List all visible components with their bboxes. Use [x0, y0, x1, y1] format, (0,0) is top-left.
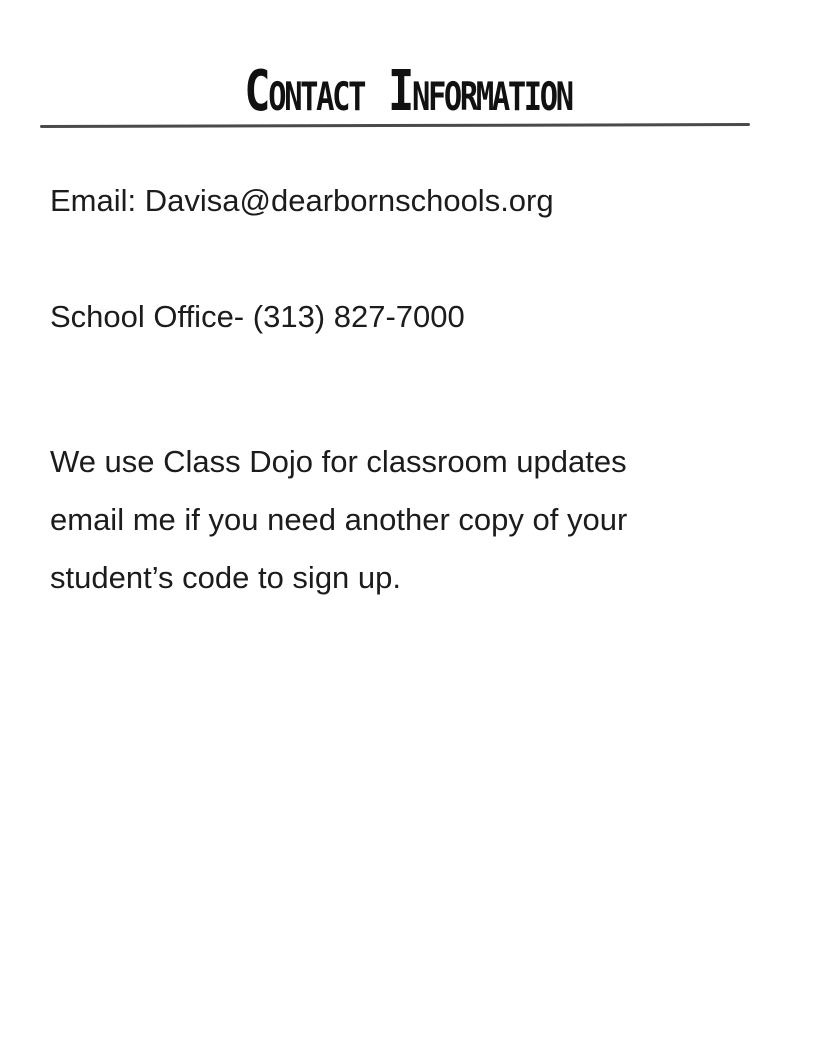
school-office-label: School Office- [50, 299, 245, 334]
note-line: email me if you need another copy of your [50, 502, 628, 537]
note-line: We use Class Dojo for classroom updates [50, 444, 627, 479]
page-title: Contact Information [244, 58, 572, 124]
school-office-line [50, 297, 465, 337]
email-label: Email: [50, 183, 137, 218]
class-dojo-note [50, 433, 770, 607]
email-line [50, 181, 554, 221]
school-office-phone: (313) 827-7000 [252, 299, 465, 334]
note-line: student’s code to sign up. [50, 560, 402, 595]
email-address: Davisa@dearbornschools.org [144, 183, 554, 218]
